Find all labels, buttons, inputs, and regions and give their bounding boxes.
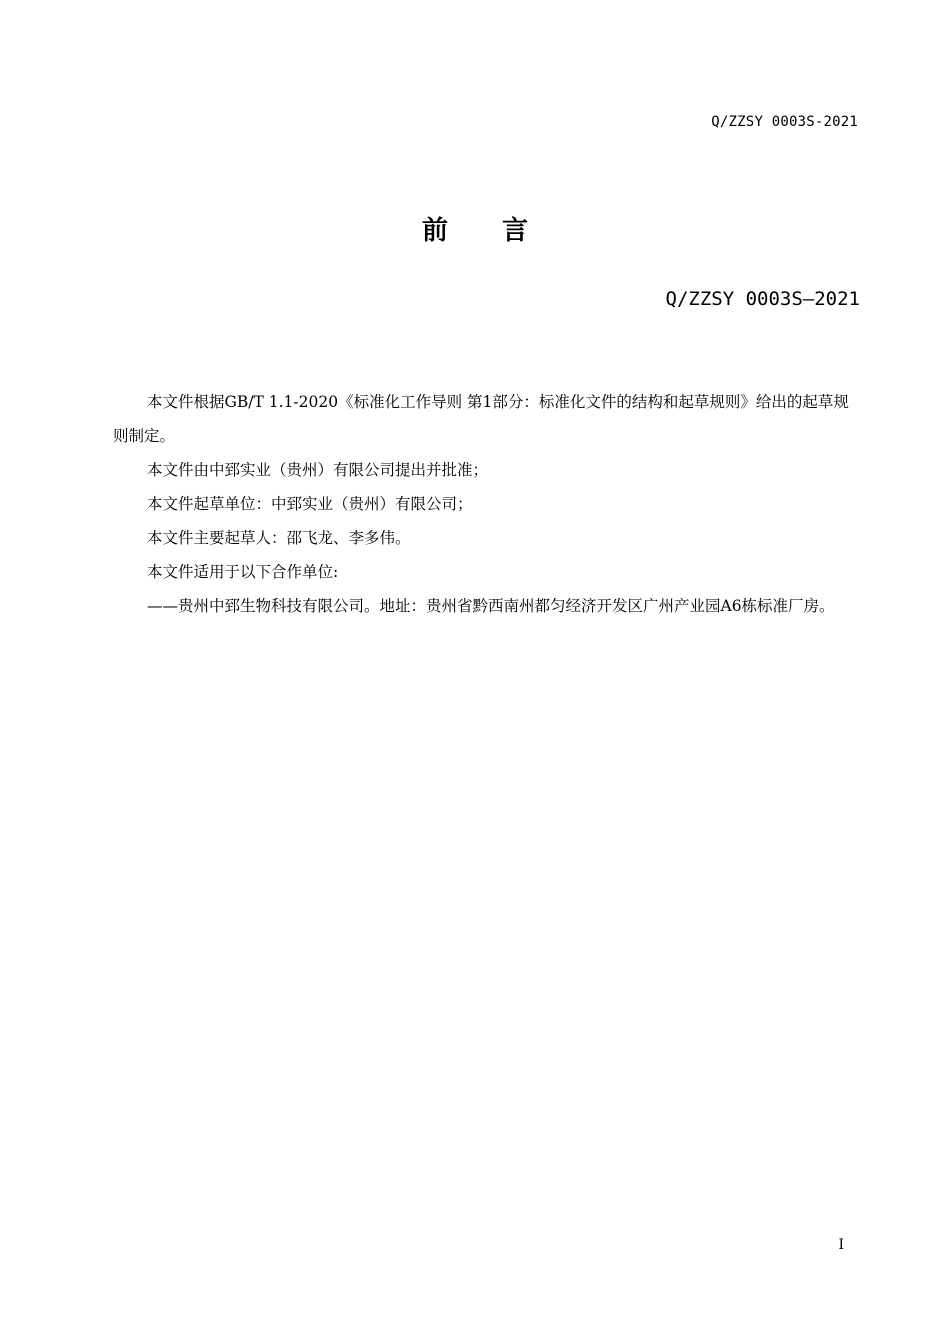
title-char-2: 言 (502, 216, 529, 246)
paragraph-drafters: 本文件主要起草人：邵飞龙、李多伟。 (147, 529, 411, 547)
header-document-code: Q/ZZSY 0003S-2021 (711, 114, 858, 130)
paragraph-applicable-units: 本文件适用于以下合作单位: (147, 563, 339, 581)
paragraph-drafting-unit: 本文件起草单位：中郅实业（贵州）有限公司； (147, 495, 473, 513)
standard-number: Q/ZZSY 0003S—2021 (665, 288, 860, 310)
page-title (0, 210, 950, 247)
page-number: I (838, 1237, 844, 1253)
paragraph-partner-unit: ——贵州中郅生物科技有限公司。地址：贵州省黔西南州都匀经济开发区广州产业园A6栋标准厂房。 (147, 597, 835, 615)
paragraph-proposer: 本文件由中郅实业（贵州）有限公司提出并批准； (147, 461, 489, 479)
title-char-1: 前 (421, 216, 448, 246)
preface-body (113, 385, 860, 623)
paragraph-drafting-rules: 本文件根据GB/T 1.1-2020《标准化工作导则 第1部分：标准化文件的结构和起草规则》给出的起草规则制定。 (113, 393, 849, 445)
